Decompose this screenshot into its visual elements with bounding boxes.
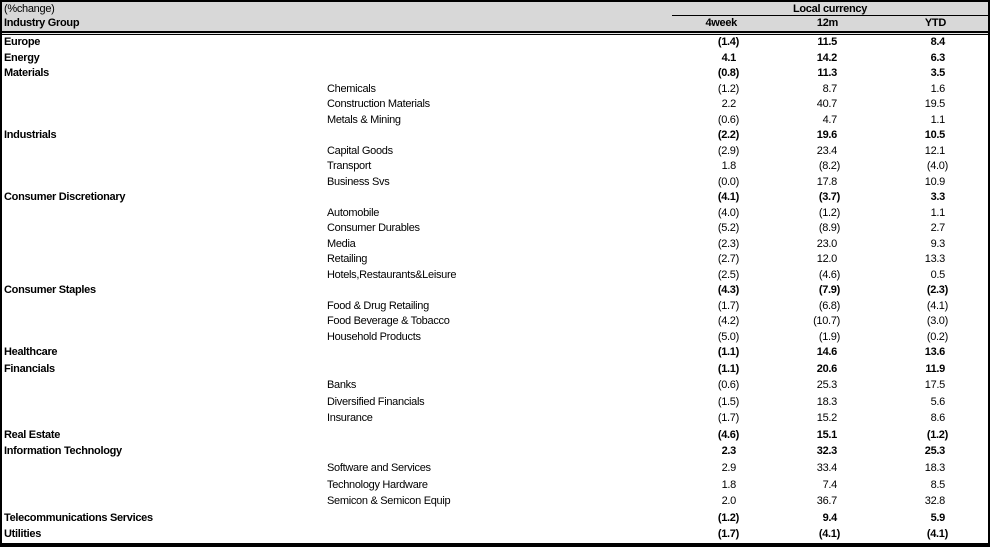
table-row bbox=[2, 159, 988, 175]
table-row bbox=[2, 252, 988, 268]
value-12m: (3.7) bbox=[818, 191, 840, 203]
value-12m: (10.7) bbox=[813, 315, 840, 327]
value-12m: 23.0 bbox=[816, 237, 837, 250]
value-ytd: 18.3 bbox=[924, 462, 945, 475]
row-label: Metals & Mining bbox=[327, 113, 401, 126]
row-label: Technology Hardware bbox=[327, 478, 428, 491]
value-ytd: 2.7 bbox=[930, 222, 945, 234]
value-4week: (2.9) bbox=[717, 144, 739, 157]
row-label: Business Svs bbox=[327, 175, 390, 188]
row-label: Media bbox=[327, 237, 356, 250]
row-label: Real Estate bbox=[4, 428, 61, 441]
value-ytd: 13.6 bbox=[924, 346, 945, 358]
value-ytd: 19.5 bbox=[924, 98, 945, 110]
table-row bbox=[2, 190, 988, 206]
table-row bbox=[2, 35, 988, 51]
value-12m: 23.4 bbox=[816, 144, 837, 157]
value-ytd: 10.9 bbox=[924, 175, 945, 188]
table-row bbox=[2, 82, 988, 98]
value-12m: 11.3 bbox=[817, 67, 837, 79]
value-4week: (1.1) bbox=[717, 346, 739, 358]
value-ytd: 25.3 bbox=[924, 445, 945, 458]
value-ytd: 3.3 bbox=[930, 191, 945, 203]
value-ytd: (0.2) bbox=[926, 330, 948, 343]
value-12m: (6.8) bbox=[818, 299, 840, 312]
row-label: Information Technology bbox=[4, 445, 122, 458]
value-ytd: 3.5 bbox=[930, 67, 945, 79]
value-4week: 1.8 bbox=[721, 160, 736, 172]
value-ytd: 8.6 bbox=[930, 412, 945, 425]
value-ytd: 12.1 bbox=[924, 144, 945, 157]
value-ytd: 9.3 bbox=[930, 237, 945, 250]
value-ytd: (2.3) bbox=[926, 284, 948, 296]
table-row bbox=[2, 144, 988, 160]
value-12m: 33.4 bbox=[816, 462, 837, 475]
value-4week: (0.6) bbox=[717, 113, 739, 126]
value-12m: 32.3 bbox=[816, 445, 837, 458]
value-4week: (1.7) bbox=[717, 528, 739, 541]
row-label: Consumer Staples bbox=[4, 284, 96, 296]
value-4week: (4.6) bbox=[717, 428, 739, 441]
value-12m: (1.9) bbox=[818, 330, 840, 343]
currency-group-header: Local currency bbox=[792, 3, 868, 15]
value-4week: (1.2) bbox=[717, 82, 739, 95]
row-label: Healthcare bbox=[4, 346, 58, 358]
value-ytd: 5.6 bbox=[930, 395, 945, 408]
value-4week: (0.6) bbox=[717, 379, 739, 392]
row-label: Automobile bbox=[327, 206, 380, 219]
table-row bbox=[2, 221, 988, 237]
value-ytd: 11.9 bbox=[925, 362, 945, 375]
value-12m: (7.9) bbox=[818, 284, 840, 296]
row-label: Semicon & Semicon Equip bbox=[327, 495, 451, 508]
industry-group-header: Industry Group bbox=[4, 17, 80, 29]
table-row bbox=[2, 237, 988, 253]
table-row bbox=[2, 330, 988, 346]
value-12m: (8.9) bbox=[818, 222, 840, 234]
row-label: Household Products bbox=[327, 330, 421, 343]
value-12m: 11.5 bbox=[817, 36, 837, 48]
value-12m: 40.7 bbox=[816, 98, 837, 110]
row-label: Consumer Durables bbox=[327, 222, 420, 234]
table-row bbox=[2, 314, 988, 330]
row-label: Chemicals bbox=[327, 82, 376, 95]
row-label: Hotels,Restaurants&Leisure bbox=[327, 268, 457, 281]
value-12m: 25.3 bbox=[816, 379, 837, 392]
row-label: Financials bbox=[4, 362, 55, 375]
table-row bbox=[2, 410, 988, 427]
value-4week: (1.7) bbox=[717, 299, 739, 312]
value-4week: (1.4) bbox=[717, 36, 739, 48]
row-label: Retailing bbox=[327, 253, 368, 265]
row-label: Capital Goods bbox=[327, 144, 393, 157]
value-12m: 4.7 bbox=[822, 113, 837, 126]
value-4week: (0.0) bbox=[717, 175, 739, 188]
value-12m: 14.6 bbox=[816, 346, 837, 358]
row-label: Transport bbox=[327, 160, 371, 172]
value-12m: 14.2 bbox=[816, 51, 837, 64]
value-12m: (4.6) bbox=[818, 268, 840, 281]
row-label: Construction Materials bbox=[327, 98, 430, 110]
value-12m: 36.7 bbox=[816, 495, 837, 508]
value-ytd: (1.2) bbox=[926, 428, 948, 441]
row-label: Materials bbox=[4, 67, 49, 79]
value-ytd: (4.0) bbox=[926, 160, 948, 172]
table-row bbox=[2, 175, 988, 191]
value-ytd: 10.5 bbox=[924, 129, 945, 141]
value-12m: (4.1) bbox=[818, 528, 840, 541]
value-ytd: 17.5 bbox=[924, 379, 945, 392]
value-ytd: (4.1) bbox=[926, 299, 948, 312]
row-label: Energy bbox=[4, 51, 40, 64]
value-4week: 4.1 bbox=[721, 51, 736, 64]
value-ytd: 8.5 bbox=[930, 478, 945, 491]
table-row bbox=[2, 299, 988, 315]
value-12m: 18.3 bbox=[816, 395, 837, 408]
value-12m: 9.4 bbox=[822, 511, 837, 524]
value-12m: 15.2 bbox=[816, 412, 837, 425]
value-4week: (4.1) bbox=[717, 191, 739, 203]
row-label: Banks bbox=[327, 379, 357, 392]
value-4week: (5.0) bbox=[717, 330, 739, 343]
value-4week: 2.9 bbox=[721, 462, 736, 475]
percent-change-label: (%change) bbox=[4, 3, 55, 15]
value-ytd: 1.6 bbox=[930, 82, 945, 95]
value-ytd: (3.0) bbox=[926, 315, 948, 327]
col-header-ytd: YTD bbox=[924, 17, 946, 29]
value-4week: (1.2) bbox=[717, 511, 739, 524]
value-4week: (5.2) bbox=[717, 222, 739, 234]
value-ytd: 8.4 bbox=[930, 36, 945, 48]
value-4week: (1.5) bbox=[717, 395, 739, 408]
table-row bbox=[2, 113, 988, 129]
table-row bbox=[2, 510, 988, 527]
value-12m: (8.2) bbox=[818, 160, 840, 172]
value-4week: (4.0) bbox=[717, 206, 739, 219]
row-label: Europe bbox=[4, 36, 41, 48]
value-ytd: 5.9 bbox=[930, 511, 945, 524]
value-4week: (0.8) bbox=[717, 67, 739, 79]
col-header-12m: 12m bbox=[816, 17, 838, 29]
table-row bbox=[2, 361, 988, 378]
value-ytd: 1.1 bbox=[930, 113, 945, 126]
table-row bbox=[2, 51, 988, 67]
table-body bbox=[2, 35, 988, 543]
table-row bbox=[2, 345, 988, 361]
table-row bbox=[2, 394, 988, 411]
row-label: Consumer Discretionary bbox=[4, 191, 126, 203]
value-4week: (4.2) bbox=[717, 315, 739, 327]
value-12m: 17.8 bbox=[816, 175, 837, 188]
value-4week: 1.8 bbox=[721, 478, 736, 491]
value-ytd: 0.5 bbox=[930, 268, 945, 281]
table-row bbox=[2, 206, 988, 222]
value-4week: (2.5) bbox=[717, 268, 739, 281]
table-row bbox=[2, 460, 988, 477]
row-label: Telecommunications Services bbox=[4, 511, 153, 524]
row-label: Food Beverage & Tobacco bbox=[327, 315, 450, 327]
value-ytd: 13.3 bbox=[924, 253, 945, 265]
value-4week: (2.3) bbox=[717, 237, 739, 250]
value-12m: 8.7 bbox=[822, 82, 837, 95]
table-row bbox=[2, 427, 988, 444]
value-12m: 20.6 bbox=[816, 362, 837, 375]
value-ytd: (4.1) bbox=[926, 528, 948, 541]
row-label: Insurance bbox=[327, 412, 373, 425]
table-row bbox=[2, 268, 988, 284]
row-label: Industrials bbox=[4, 129, 57, 141]
value-12m: 15.1 bbox=[816, 428, 837, 441]
table-row bbox=[2, 477, 988, 494]
value-12m: 19.6 bbox=[816, 129, 837, 141]
header-row-currency bbox=[2, 2, 988, 16]
value-ytd: 32.8 bbox=[924, 495, 945, 508]
table-header bbox=[2, 2, 988, 31]
value-4week: (1.1) bbox=[717, 362, 739, 375]
table-row bbox=[2, 493, 988, 510]
row-label: Software and Services bbox=[327, 462, 431, 475]
value-4week: (1.7) bbox=[717, 412, 739, 425]
value-12m: (1.2) bbox=[818, 206, 840, 219]
table-row bbox=[2, 377, 988, 394]
value-4week: 2.3 bbox=[721, 445, 736, 458]
row-label: Diversified Financials bbox=[327, 395, 425, 408]
row-label: Food & Drug Retailing bbox=[327, 299, 429, 312]
table-row bbox=[2, 97, 988, 113]
row-label: Utilities bbox=[4, 528, 42, 541]
table-row bbox=[2, 128, 988, 144]
value-4week: (4.3) bbox=[717, 284, 739, 296]
value-4week: (2.2) bbox=[717, 129, 739, 141]
table-row bbox=[2, 283, 988, 299]
table-row bbox=[2, 526, 988, 543]
col-header-4week: 4week bbox=[705, 17, 737, 29]
value-ytd: 6.3 bbox=[930, 51, 945, 64]
value-ytd: 1.1 bbox=[930, 206, 945, 219]
value-4week: 2.2 bbox=[721, 98, 736, 110]
value-4week: (2.7) bbox=[717, 253, 739, 265]
header-row-columns bbox=[2, 16, 988, 31]
table-row bbox=[2, 66, 988, 82]
value-12m: 7.4 bbox=[822, 478, 837, 491]
value-12m: 12.0 bbox=[816, 253, 837, 265]
value-4week: 2.0 bbox=[721, 495, 736, 508]
table-row bbox=[2, 443, 988, 460]
